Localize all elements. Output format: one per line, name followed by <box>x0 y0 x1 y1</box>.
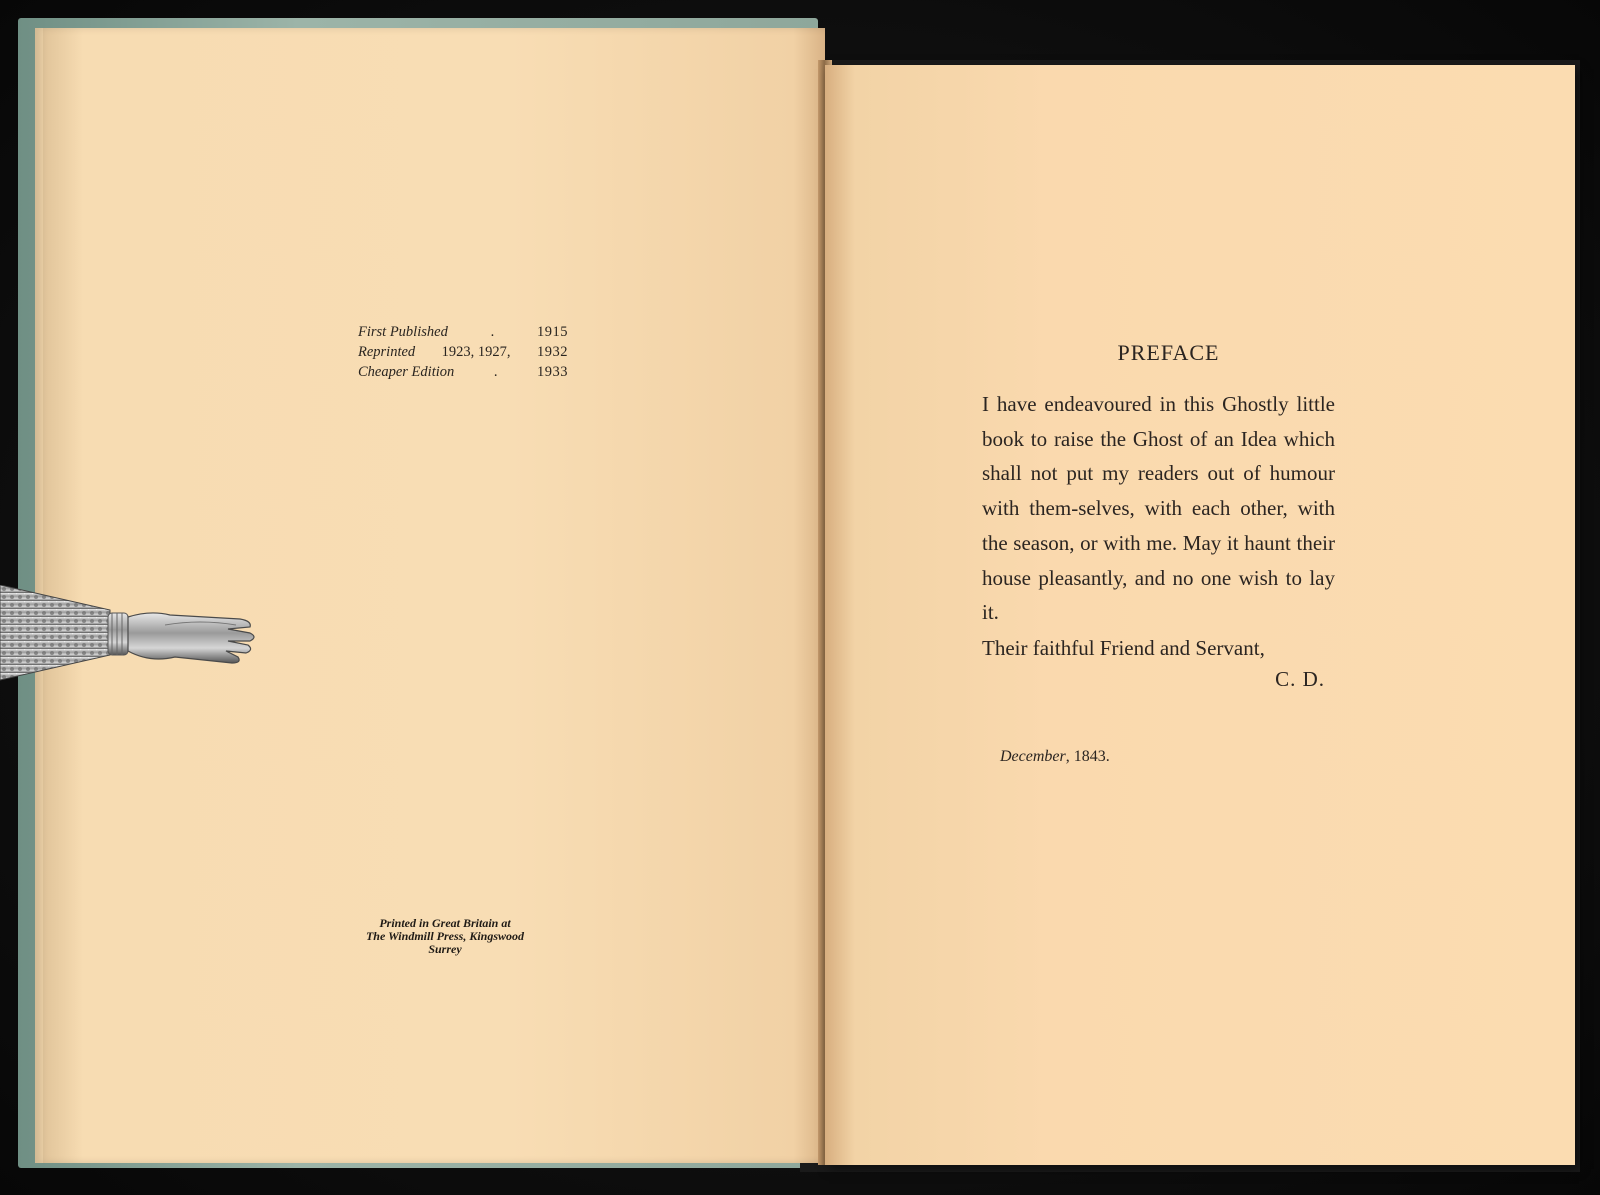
preface-title: PREFACE <box>1117 340 1220 365</box>
imprint-row <box>358 322 568 342</box>
imprint-year: 1932 <box>537 344 568 360</box>
imprint-sep: . <box>490 324 495 340</box>
imprint-year: 1933 <box>536 364 568 380</box>
imprint-label: Cheaper Edition <box>358 364 455 380</box>
imprint-label: Reprinted <box>358 344 416 360</box>
printer-notice <box>330 917 560 956</box>
silver-hand-bookmark-icon <box>0 585 290 695</box>
printer-line: Surrey <box>428 942 462 956</box>
imprint-sep: 1923, 1927, <box>441 344 511 360</box>
preface-signoff: Their faithful Friend and Servant, <box>982 635 1265 660</box>
preface-date-month: December <box>1000 748 1066 765</box>
printer-line: The Windmill Press, Kingswood <box>365 929 525 943</box>
preface-date-year: , 1843. <box>1065 748 1110 765</box>
imprint-row <box>358 342 568 362</box>
preface-body: I have endeavoured in this Ghostly little book to raise the Ghost of an Idea which shall not put my readers out of humour with them-selves, with each other, with the season, or with me. May it haunt their house pleasantly, and no one wish to lay it. <box>982 392 1335 625</box>
imprint-label: First Published <box>358 324 448 340</box>
imprint-sep: . <box>493 364 498 380</box>
imprint-block <box>358 322 568 382</box>
imprint-year: 1915 <box>536 324 568 340</box>
preface-initials: C. D. <box>1275 666 1325 691</box>
imprint-row <box>358 362 568 382</box>
printer-line: Printed in Great Britain at <box>379 916 511 930</box>
preface-date <box>1000 748 1110 766</box>
preface-block <box>982 340 1335 692</box>
